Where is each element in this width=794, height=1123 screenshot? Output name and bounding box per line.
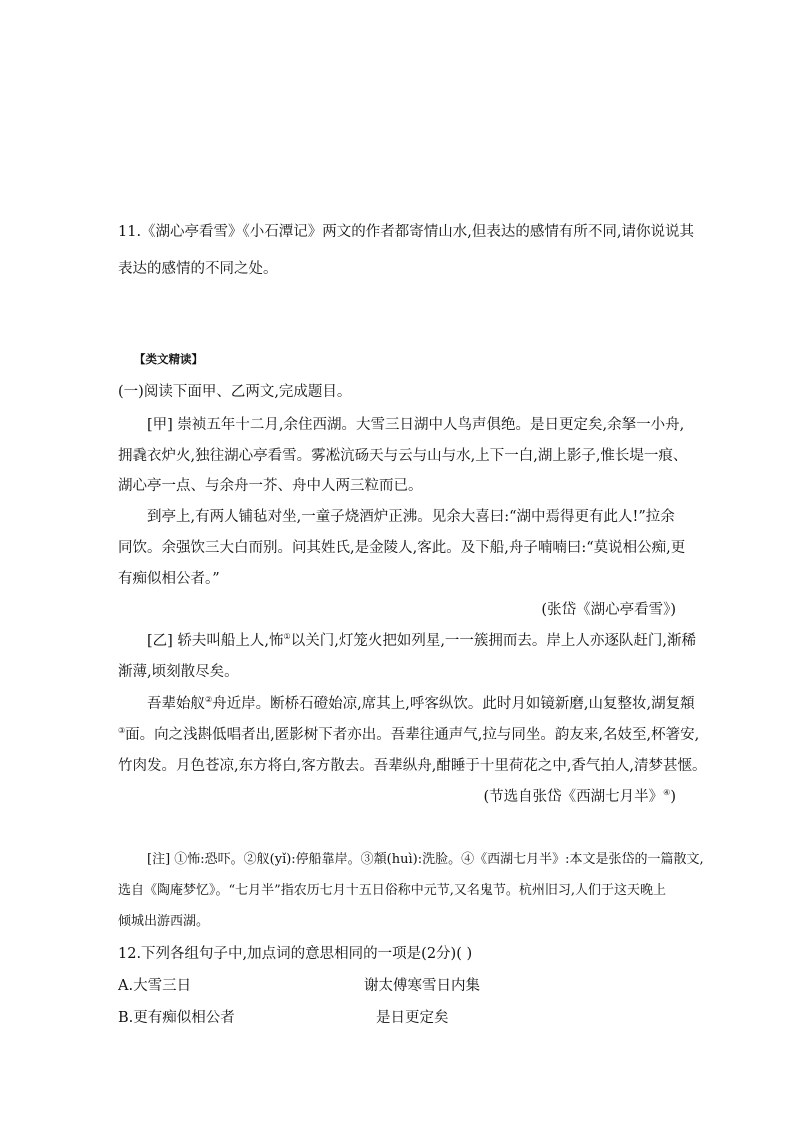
notes-line-1: [注] ①怖:恐吓。②舣(yǐ):停船靠岸。③頮(huì):洗脸。④《西湖七月半》:本文是张岱的一篇散文, (147, 852, 704, 867)
q12-option-a (118, 979, 678, 994)
q12-stem: 12.下列各组句子中,加点词的意思相同的一项是(2分)( ) (118, 946, 473, 962)
yi-line-1-post: 以关门,灯笼火把如列星,一一簇拥而去。岸上人亦逐队赶门,渐稀 (290, 633, 697, 649)
yi-source-pre: (节选自张岱《西湖七月半》 (483, 789, 664, 805)
yi-source (484, 790, 677, 805)
yi-line-1-pre: [乙] 轿夫叫船上人,怖 (147, 633, 284, 649)
yi-line-2: 渐薄,顷刻散尽矣。 (118, 664, 239, 680)
yi-line-5: 竹肉发。月色苍凉,东方将白,客方散去。吾辈纵舟,酣睡于十里荷花之中,香气拍人,清梦甚惬。 (118, 758, 707, 774)
reading-intro: (一)阅读下面甲、乙两文,完成题目。 (118, 384, 352, 400)
option-a-left: 大雪三日 (133, 978, 192, 994)
jia-line-2: 拥毳衣炉火,独往湖心亭看雪。雾凇沆砀天与云与山与水,上下一白,湖上影子,惟长堤一痕、 (118, 448, 688, 464)
option-b-letter: B. (118, 1010, 134, 1026)
jia-line-5: 同饮。余强饮三大白而别。问其姓氏,是金陵人,客此。及下船,舟子喃喃曰:“莫说相公痴,更 (118, 540, 686, 556)
note-ref-4: ④ (663, 788, 671, 798)
option-b-left: 更有痴似相公者 (133, 1010, 235, 1026)
note-ref-1: ① (283, 632, 291, 642)
note-ref-2: ② (205, 695, 213, 705)
yi-line-4-post: 面。向之浅斟低唱者出,匿影树下者亦出。吾辈往通声气,拉与同坐。韵友来,名妓至,杯箸安, (125, 727, 700, 743)
yi-source-post: ) (670, 789, 676, 805)
jia-source: (张岱《湖心亭看雪》) (541, 602, 676, 618)
jia-line-1: [甲] 崇祯五年十二月,余住西湖。大雪三日湖中人鸟声俱绝。是日更定矣,余拏一小舟, (147, 417, 685, 433)
notes-line-3: 倾城出游西湖。 (118, 914, 210, 929)
jia-line-6: 有痴似相公者。” (118, 571, 220, 587)
yi-line-1 (147, 634, 696, 649)
notes-line-2: 选自《陶庵梦忆》。“七月半”指农历七月十五日俗称中元节,又名鬼节。杭州旧习,人们于这天晚上 (118, 883, 667, 898)
yi-line-3-post: 舟近岸。断桥石磴始凉,席其上,呼客纵饮。此时月如镜新磨,山复整妆,湖复頮 (212, 696, 695, 712)
section-label: 【类文精读】 (134, 352, 203, 366)
jia-line-3: 湖心亭一点、与余舟一芥、舟中人两三粒而已。 (118, 478, 423, 494)
yi-line-4 (118, 728, 699, 743)
yi-line-3-pre: 吾辈始舣 (147, 696, 205, 712)
option-a-right: 谢太傅寒雪日内集 (364, 978, 480, 994)
option-a-letter: A. (118, 978, 134, 994)
option-b-right: 是日更定矣 (376, 1010, 449, 1026)
q11-line-2: 表达的感情的不同之处。 (118, 261, 278, 277)
q11-line-1: 11.《湖心亭看雪》《小石潭记》两文的作者都寄情山水,但表达的感情有所不同,请你说说其 (118, 224, 695, 240)
jia-line-4: 到亭上,有两人铺毡对坐,一童子烧酒炉正沸。见余大喜曰:“湖中焉得更有此人!”拉余 (147, 509, 675, 525)
q12-option-b (118, 1011, 678, 1026)
yi-line-3 (147, 697, 695, 712)
note-ref-3: ③ (118, 726, 126, 736)
